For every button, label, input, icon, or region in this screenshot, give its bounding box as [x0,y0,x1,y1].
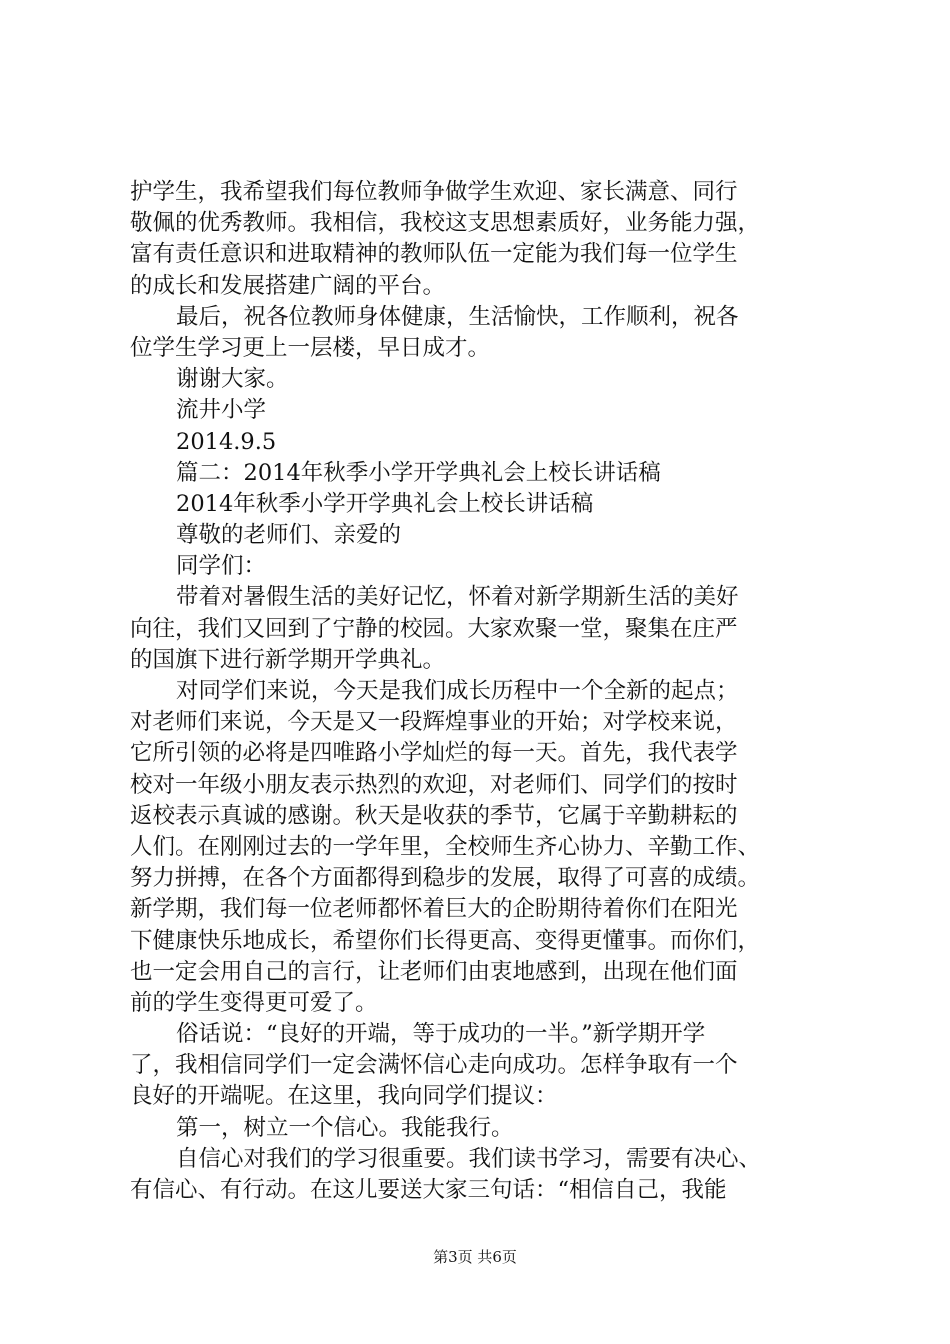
text-line: 尊敬的老师们、亲爱的 [176,522,402,549]
document-body [130,177,830,1206]
text-line: 篇二：2014年秋季小学开学典礼会上校长讲话稿 [176,459,661,486]
text-line: 向往，我们又回到了宁静的校园。大家欢聚一堂，聚集在庄严 [130,615,738,642]
text-line: 敬佩的优秀教师。我相信，我校这支思想素质好，业务能力强， [130,210,761,237]
text-line: 有信心、有行动。在这儿要送大家三句话：“相信自己，我能 [130,1177,727,1203]
text-line: 位学生学习更上一层楼，早日成才。 [130,334,491,361]
text-line: 流井小学 [176,397,267,424]
text-line: 的国旗下进行新学期开学典礼。 [130,646,446,673]
text-line: 对老师们来说，今天是又一段辉煌事业的开始；对学校来说， [130,709,738,736]
text-line: 下健康快乐地成长，希望你们长得更高、变得更懂事。而你们， [130,927,761,954]
text-line: 对同学们来说，今天是我们成长历程中一个全新的起点； [176,678,739,704]
text-line: 良好的开端呢。在这里，我向同学们提议： [130,1083,558,1110]
text-line: 最后，祝各位教师身体健康，生活愉快，工作顺利，祝各 [176,303,739,330]
text-line: 2014.9.5 [176,428,277,455]
page-footer: 第3页 共6页 [433,1248,517,1266]
text-line: 自信心对我们的学习很重要。我们读书学习，需要有决心、 [176,1145,762,1172]
text-line: 第一，树立一个信心。我能我行。 [176,1114,514,1141]
text-line: 富有责任意识和进取精神的教师队伍一定能为我们每一位学生 [130,241,738,268]
text-line: 俗话说：“良好的开端，等于成功的一半。”新学期开学 [176,1021,706,1048]
text-line: 2014年秋季小学开学典礼会上校长讲话稿 [176,490,594,517]
text-line: 返校表示真诚的感谢。秋天是收获的季节，它属于辛勤耕耘的 [130,802,738,829]
text-line: 了，我相信同学们一定会满怀信心走向成功。怎样争取有一个 [130,1052,738,1079]
text-line: 同学们： [176,553,267,580]
text-line: 校对一年级小朋友表示热烈的欢迎，对老师们、同学们的按时 [130,771,738,798]
text-line: 前的学生变得更可爱了。 [130,989,378,1016]
text-line: 谢谢大家。 [176,366,289,393]
text-line: 护学生，我希望我们每位教师争做学生欢迎、家长满意、同行 [130,179,738,205]
text-line: 人们。在刚刚过去的一学年里，全校师生齐心协力、辛勤工作、 [130,833,761,860]
text-line: 的成长和发展搭建广阔的平台。 [130,272,446,299]
text-line: 新学期，我们每一位老师都怀着巨大的企盼期待着你们在阳光 [130,896,738,923]
text-line: 它所引领的必将是四唯路小学灿烂的每一天。首先，我代表学 [130,740,738,767]
text-line: 努力拼搏，在各个方面都得到稳步的发展，取得了可喜的成绩。 [130,865,761,892]
text-line: 带着对暑假生活的美好记忆，怀着对新学期新生活的美好 [176,584,739,611]
text-line: 也一定会用自己的言行，让老师们由衷地感到，出现在他们面 [130,958,738,985]
